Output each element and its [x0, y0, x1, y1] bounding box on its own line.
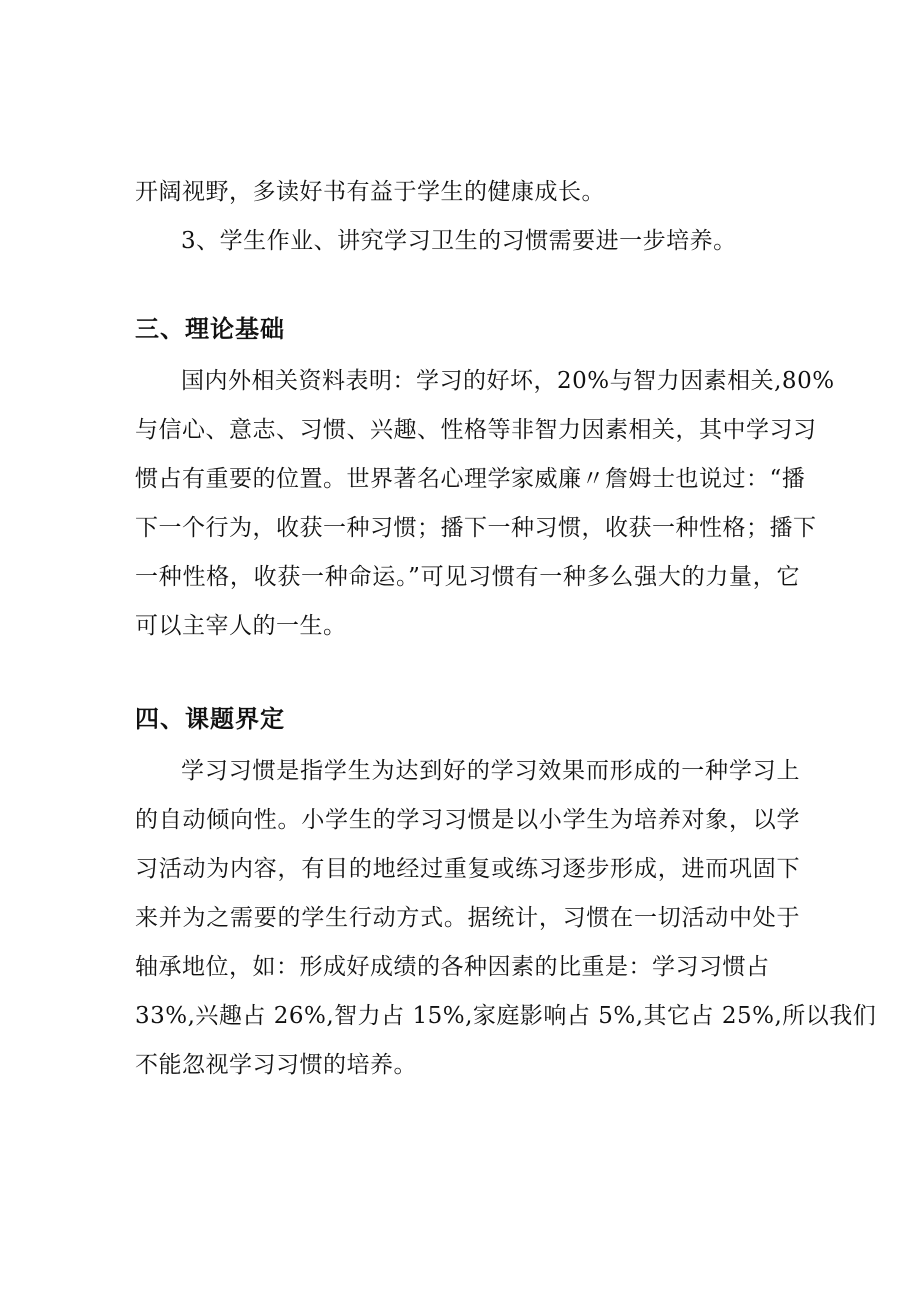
paragraph-line: 来并为之需要的学生行动方式。据统计，习惯在一切活动中处于	[135, 905, 800, 931]
paragraph-line: 下一个行为，收获一种习惯；播下一种习惯，收获一种性格；播下	[135, 515, 817, 541]
paragraph-line: 可以主宰人的一生。	[135, 613, 347, 639]
section-heading-theory: 三、理论基础	[135, 315, 285, 343]
list-item: 3、学生作业、讲究学习卫生的习惯需要进一步培养。	[181, 228, 737, 254]
paragraph-line: 学习习惯是指学生为达到好的学习效果而形成的一种学习上	[181, 758, 800, 784]
paragraph-line: 的自动倾向性。小学生的学习习惯是以小学生为培养对象，以学	[135, 807, 800, 833]
section-heading-definition: 四、课题界定	[135, 705, 285, 733]
document-body	[135, 168, 877, 1090]
paragraph-line: 国内外相关资料表明：学习的好坏，20%与智力因素相关,80%	[181, 368, 835, 394]
paragraph-line: 开阔视野，多读好书有益于学生的健康成长。	[135, 179, 605, 205]
paragraph-line: 与信心、意志、习惯、兴趣、性格等非智力因素相关，其中学习习	[135, 417, 817, 443]
paragraph-line: 33%,兴趣占 26%,智力占 15%,家庭影响占 5%,其它占 25%,所以我们	[135, 1003, 877, 1029]
paragraph-line: 轴承地位，如：形成好成绩的各种因素的比重是：学习习惯占	[135, 954, 770, 980]
paragraph-line: 惯占有重要的位置。世界著名心理学家威廉〃詹姆士也说过：“播	[135, 466, 806, 492]
paragraph-line: 不能忽视学习习惯的培养。	[135, 1052, 417, 1078]
paragraph-line: 一种性格，收获一种命运。”可见习惯有一种多么强大的力量，它	[135, 564, 800, 590]
paragraph-line: 习活动为内容，有目的地经过重复或练习逐步形成，进而巩固下	[135, 856, 800, 882]
